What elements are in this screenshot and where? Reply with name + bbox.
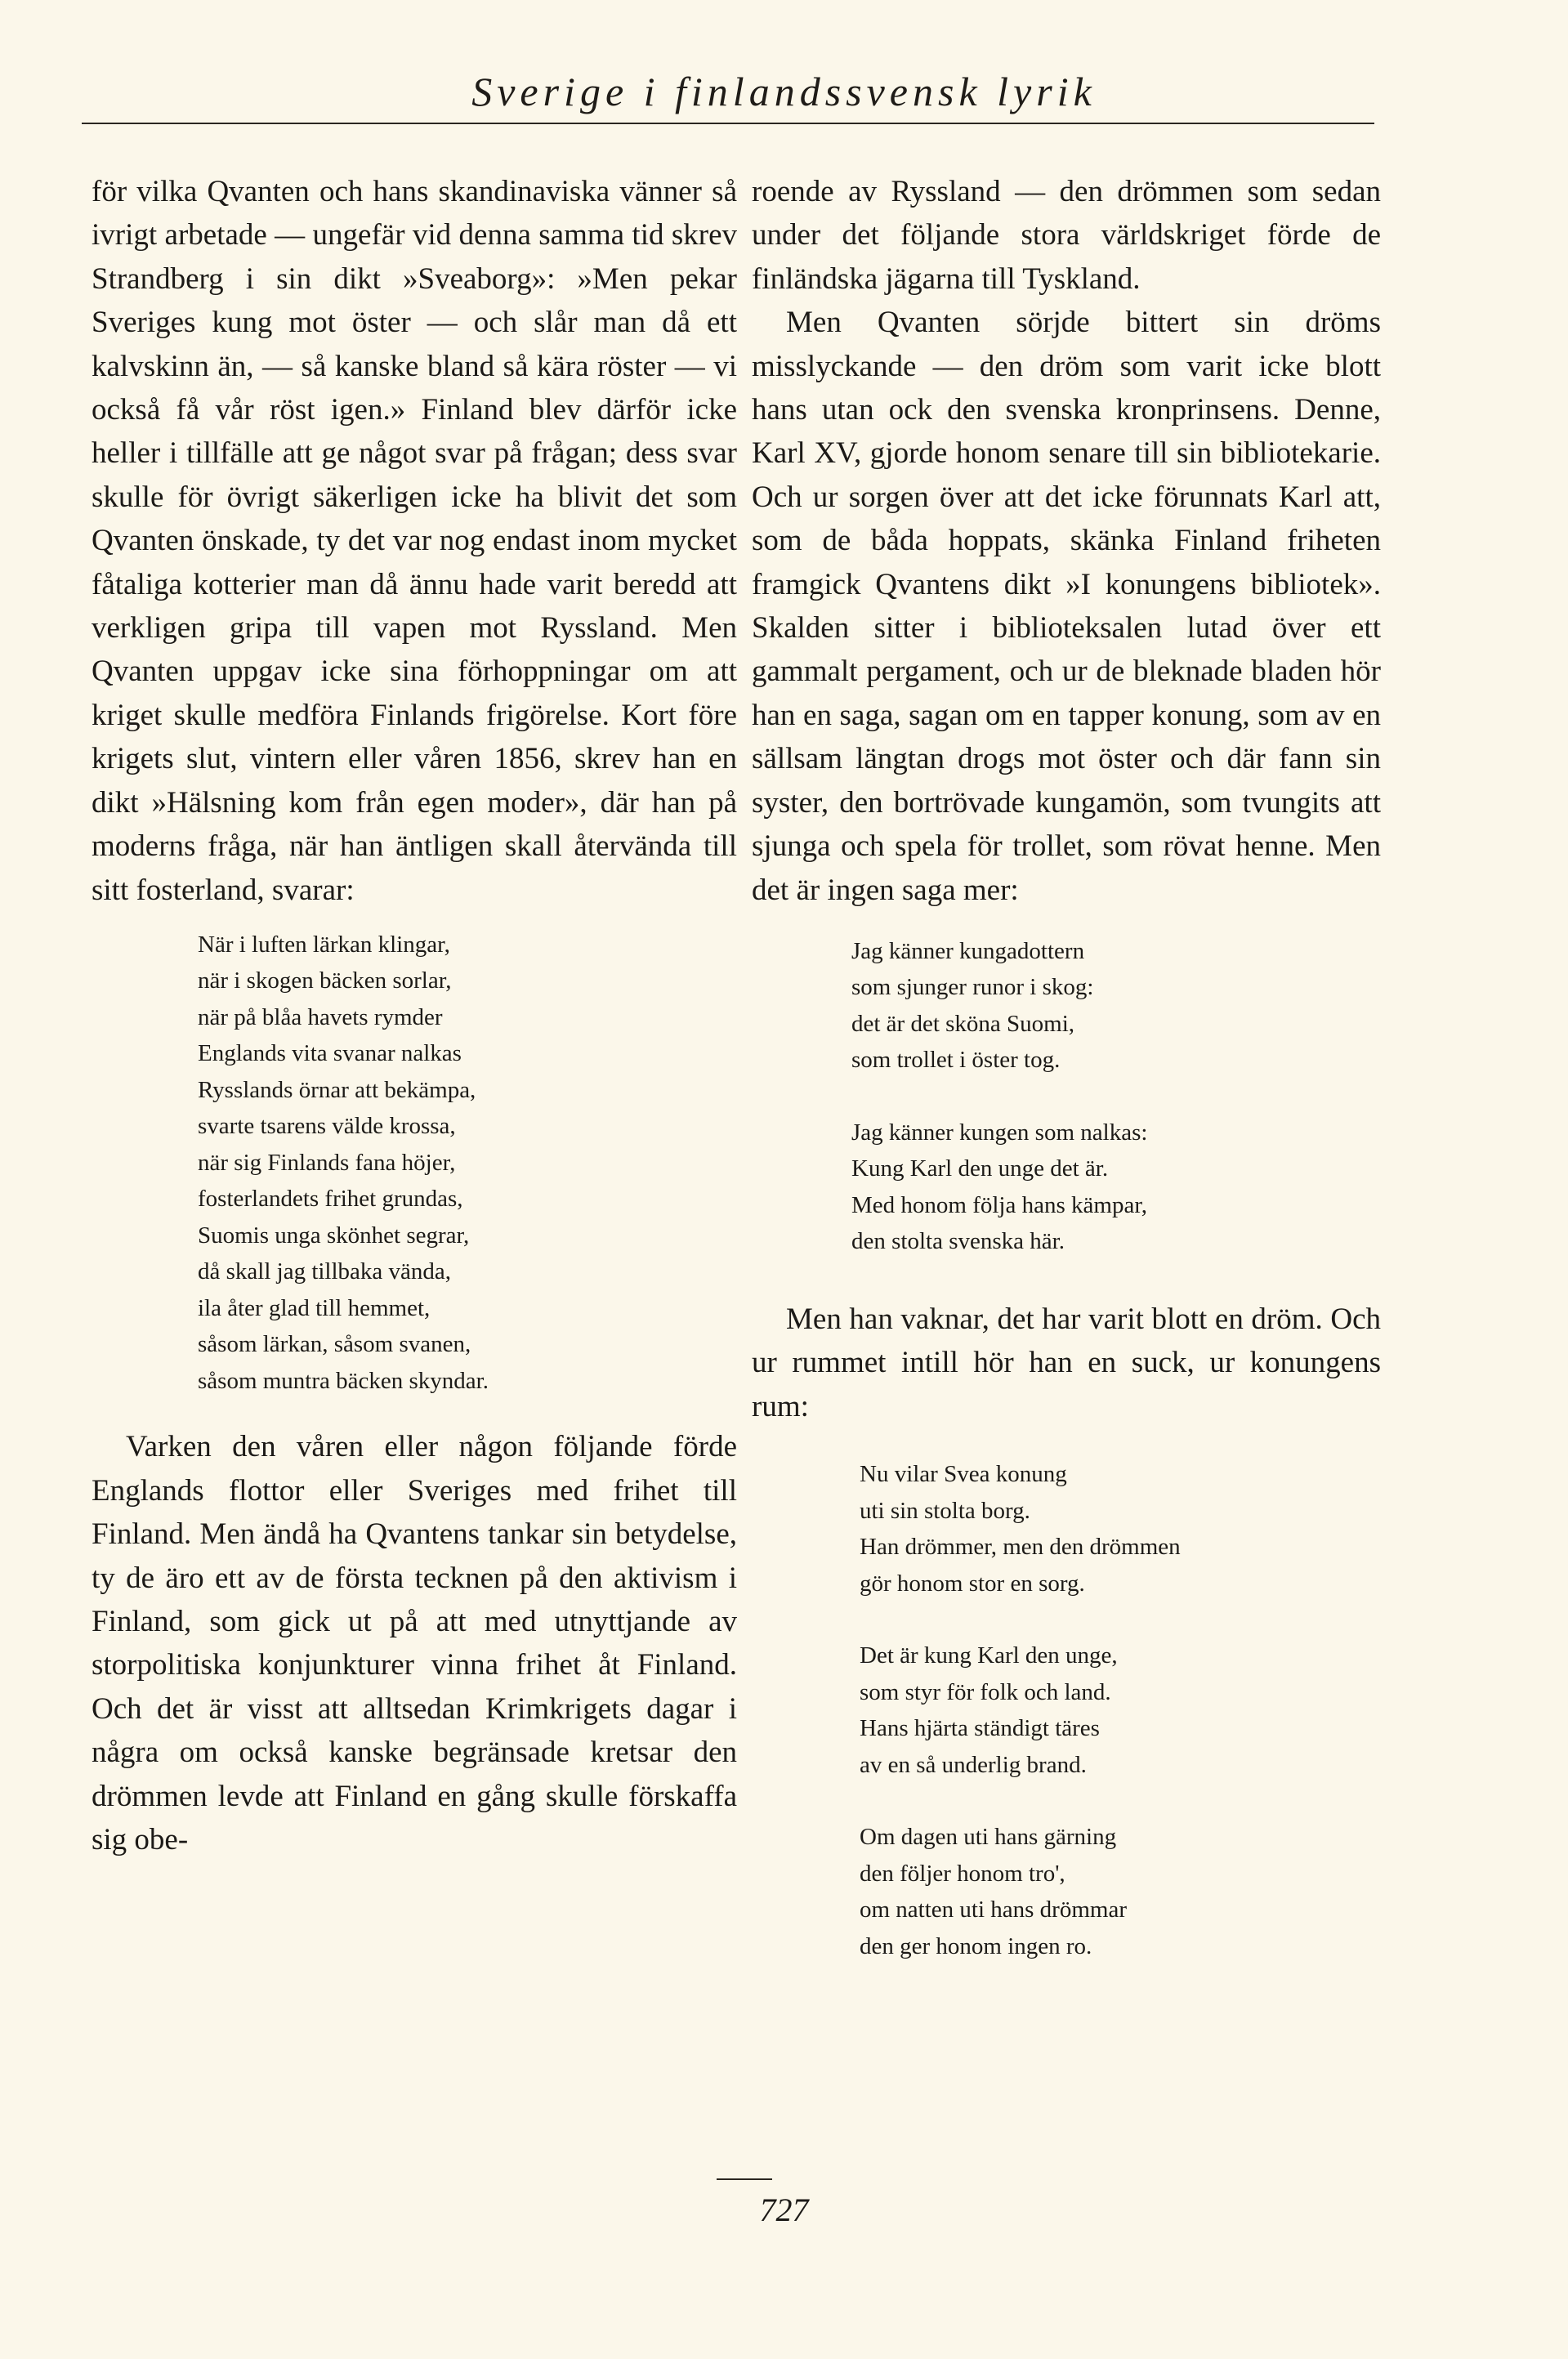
poem-line: när i skogen bäcken sorlar,: [198, 967, 452, 994]
right-paragraph-1: roende av Ryssland — den drömmen som sedan under det följande stora världskriget förde de finländska jägarna till Tyskland.: [752, 175, 1381, 296]
poem-line: Jag känner kungadottern: [851, 937, 1085, 964]
poem-stanza: [860, 1637, 1381, 1783]
poem-line: När i luften lärkan klingar,: [198, 931, 450, 958]
poem-stanza: [860, 1819, 1381, 1964]
page-number-rule: [717, 2178, 772, 2180]
poem-line: av en så underlig brand.: [860, 1751, 1087, 1778]
poem-line: svarte tsarens välde krossa,: [198, 1113, 456, 1140]
poem-stanza: [851, 1115, 1381, 1260]
poem-line: Kung Karl den unge det är.: [851, 1155, 1109, 1182]
poem-line: om natten uti hans drömmar: [860, 1897, 1127, 1923]
poem-line: Suomis unga skönhet segrar,: [198, 1222, 470, 1249]
poem-line: Om dagen uti hans gärning: [860, 1824, 1117, 1851]
page-number: 727: [759, 2191, 809, 2228]
left-poem: [198, 927, 737, 1400]
header-rule: [82, 123, 1374, 124]
right-poem-2: [860, 1456, 1381, 1964]
right-column: [752, 170, 1381, 1964]
poem-line: den ger honom ingen ro.: [860, 1932, 1092, 1959]
poem-line: det är det sköna Suomi,: [851, 1010, 1075, 1037]
right-paragraph-3: Men han vaknar, det har varit blott en dröm. Och ur rummet intill hör han en suck, ur konungens rum:: [752, 1302, 1381, 1423]
left-paragraph-2: Varken den våren eller någon följande förde Englands flottor eller Sveriges med frihet till Finland. Men ändå ha Qvantens tankar sin betydelse, ty de äro ett av de första tecknen på den aktivism i Finland, som gick ut på att med utnyttjande av storpolitiska konjunkturer vinna frihet åt Finland. Och det är visst att alltsedan Krimkrigets dagar i några om också kanske begränsade kretsar den drömmen levde att Finland en gång skulle förskaffa sig obe-: [92, 1430, 737, 1857]
poem-line: Englands vita svanar nalkas: [198, 1040, 462, 1067]
poem-line: Nu vilar Svea konung: [860, 1461, 1067, 1488]
left-paragraph-1: för vilka Qvanten och hans skandinaviska vänner så ivrigt arbetade — ungefär vid denna samma tid skrev Strandberg i sin dikt »Sveaborg»: »Men pekar Sveriges kung mot öster — och slår man då ett kalvskinn än, — så kanske bland så kära röster — vi också få vår röst igen.» Finland blev därför icke heller i tillfälle att ge något svar på frågan; dess svar skulle för övrigt säkerligen icke ha blivit det som Qvanten önskade, ty det var nog endast inom mycket fåtaliga kotterier man då ännu hade varit beredd att verkligen gripa till vapen mot Ryssland. Men Qvanten uppgav icke sina förhoppningar om att kriget skulle medföra Finlands frigörelse. Kort före krigets slut, vintern eller våren 1856, skrev han en dikt »Hälsning kom från egen moder», där han på moderns fråga, när han äntligen skall återvända till sitt fosterland, svarar:: [92, 175, 737, 907]
poem-line: såsom lärkan, såsom svanen,: [198, 1331, 471, 1358]
poem-line: som sjunger runor i skog:: [851, 974, 1094, 1001]
poem-line: gör honom stor en sorg.: [860, 1570, 1085, 1597]
poem-line: den följer honom tro',: [860, 1860, 1065, 1887]
poem-line: uti sin stolta borg.: [860, 1497, 1030, 1524]
poem-line: som trollet i öster tog.: [851, 1047, 1061, 1074]
poem-line: när sig Finlands fana höjer,: [198, 1149, 456, 1176]
poem-line: när på blåa havets rymder: [198, 1003, 443, 1030]
poem-line: då skall jag tillbaka vända,: [198, 1258, 452, 1285]
poem-line: den stolta svenska här.: [851, 1228, 1065, 1255]
poem-line: Han drömmer, men den drömmen: [860, 1534, 1181, 1561]
left-column: [92, 170, 737, 1861]
right-paragraph-2: Men Qvanten sörjde bittert sin dröms misslyckande — den dröm som varit icke blott hans utan ock den svenska kronprinsens. Denne, Karl XV, gjorde honom senare till sin bibliotekarie. Och ur sorgen över att det icke förunnats Karl att, som de båda hoppats, skänka Finland friheten framgick Qvantens dikt »I konungens bibliotek». Skalden sitter i biblioteksalen lutad över ett gammalt pergament, och ur de bleknade bladen hör han en saga, sagan om en tapper konung, som av en sällsam längtan drogs mot öster och där fann sin syster, den bortrövade kungamön, som tvungits att sjunga och spela för trollet, som rövat henne. Men det är ingen saga mer:: [752, 306, 1381, 907]
poem-line: som styr för folk och land.: [860, 1678, 1111, 1705]
right-poem-1: [851, 933, 1381, 1260]
poem-stanza: [851, 933, 1381, 1079]
running-title: Sverige i finlandssvensk lyrik: [471, 69, 1097, 114]
poem-line: Hans hjärta ständigt täres: [860, 1715, 1100, 1742]
poem-line: Med honom följa hans kämpar,: [851, 1191, 1148, 1218]
poem-line: Jag känner kungen som nalkas:: [851, 1119, 1148, 1146]
poem-line: fosterlandets frihet grundas,: [198, 1186, 463, 1213]
poem-stanza: [860, 1456, 1381, 1602]
poem-line: ila åter glad till hemmet,: [198, 1294, 431, 1321]
poem-line: såsom muntra bäcken skyndar.: [198, 1367, 489, 1394]
poem-line: Rysslands örnar att bekämpa,: [198, 1076, 476, 1103]
poem-line: Det är kung Karl den unge,: [860, 1642, 1118, 1669]
